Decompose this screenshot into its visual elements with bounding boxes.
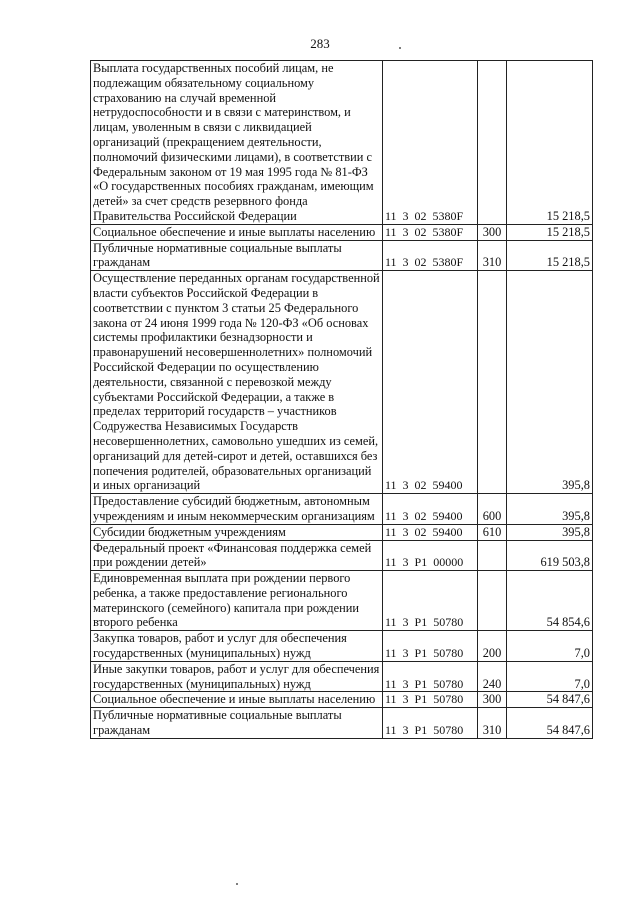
table-row [91, 271, 593, 494]
table-row [91, 540, 593, 571]
table-row [91, 61, 593, 225]
row-amount: 395,8 [507, 524, 593, 540]
row-code: 11 3 02 59400 [383, 524, 478, 540]
row-name: Социальное обеспечение и иные выплаты населению [91, 692, 383, 708]
row-amount: 54 847,6 [507, 708, 593, 739]
row-expense-type: 200 [478, 631, 507, 662]
table-row [91, 524, 593, 540]
row-name: Иные закупки товаров, работ и услуг для обеспечения государственных (муниципальных) нужд [91, 661, 383, 692]
row-code: 11 3 02 5380F [383, 224, 478, 240]
row-amount: 619 503,8 [507, 540, 593, 571]
row-code: 11 3 P1 50780 [383, 571, 478, 631]
budget-table [90, 60, 593, 739]
table-row [91, 708, 593, 739]
table-row [91, 571, 593, 631]
row-name: Субсидии бюджетным учреждениям [91, 524, 383, 540]
row-expense-type: 300 [478, 692, 507, 708]
row-amount: 395,8 [507, 271, 593, 494]
budget-table-body [91, 61, 593, 739]
row-name: Федеральный проект «Финансовая поддержка семей при рождении детей» [91, 540, 383, 571]
table-row [91, 494, 593, 525]
row-amount: 15 218,5 [507, 224, 593, 240]
row-expense-type [478, 271, 507, 494]
row-amount: 15 218,5 [507, 240, 593, 271]
row-code: 11 3 02 59400 [383, 271, 478, 494]
row-code: 11 3 02 5380F [383, 61, 478, 225]
row-name: Единовременная выплата при рождении первого ребенка, а также предоставление регионального материнского (семейного) капитала при рождении второго ребенка [91, 571, 383, 631]
row-expense-type: 300 [478, 224, 507, 240]
row-code: 11 3 P1 50780 [383, 692, 478, 708]
table-row [91, 692, 593, 708]
row-expense-type: 310 [478, 240, 507, 271]
row-expense-type [478, 540, 507, 571]
row-amount: 395,8 [507, 494, 593, 525]
row-name: Предоставление субсидий бюджетным, автономным учреждениям и иным некоммерческим организациям [91, 494, 383, 525]
table-row [91, 240, 593, 271]
row-name: Закупка товаров, работ и услуг для обеспечения государственных (муниципальных) нужд [91, 631, 383, 662]
row-expense-type: 600 [478, 494, 507, 525]
row-code: 11 3 P1 50780 [383, 708, 478, 739]
row-name: Публичные нормативные социальные выплаты гражданам [91, 708, 383, 739]
row-name: Социальное обеспечение и иные выплаты населению [91, 224, 383, 240]
row-code: 11 3 P1 50780 [383, 661, 478, 692]
row-code: 11 3 P1 00000 [383, 540, 478, 571]
row-code: 11 3 02 5380F [383, 240, 478, 271]
table-row [91, 224, 593, 240]
row-name: Публичные нормативные социальные выплаты гражданам [91, 240, 383, 271]
row-name: Выплата государственных пособий лицам, не подлежащим обязательному социальному страхованию на случай временной нетрудоспособности и в связи с материнством, и лицам, уволенным в связи с ликвидацией организаций (прекращением деятельности, полномочий физическими лицами), в соответствии с Федеральным законом от 19 мая 1995 года № 81-ФЗ «О государственных пособиях гражданам, имеющим детей» за счет средств резервного фонда Правительства Российской Федерации [91, 61, 383, 225]
scan-speck [236, 883, 238, 885]
row-expense-type [478, 61, 507, 225]
scan-speck [399, 47, 401, 49]
page-number: 283 [310, 36, 330, 51]
table-row [91, 631, 593, 662]
row-amount: 7,0 [507, 661, 593, 692]
row-expense-type: 240 [478, 661, 507, 692]
row-expense-type: 610 [478, 524, 507, 540]
row-expense-type: 310 [478, 708, 507, 739]
row-code: 11 3 P1 50780 [383, 631, 478, 662]
table-row [91, 661, 593, 692]
row-amount: 54 854,6 [507, 571, 593, 631]
row-expense-type [478, 571, 507, 631]
row-amount: 15 218,5 [507, 61, 593, 225]
row-amount: 54 847,6 [507, 692, 593, 708]
row-name: Осуществление переданных органам государственной власти субъектов Российской Федерации в соответствии с пунктом 3 статьи 25 Федерального закона от 24 июня 1999 года № 120-ФЗ «Об основах системы профилактики безнадзорности и правонарушений несовершеннолетних» полномочий Российской Федерации по осуществлению деятельности, связанной с перевозкой между субъектами Российской Федерации, а также в пределах территорий государств – участников Содружества Независимых Государств несовершеннолетних, самовольно ушедших из семей, организаций для детей-сирот и детей, оставшихся без попечения родителей, образовательных организаций и иных организаций [91, 271, 383, 494]
row-code: 11 3 02 59400 [383, 494, 478, 525]
row-amount: 7,0 [507, 631, 593, 662]
